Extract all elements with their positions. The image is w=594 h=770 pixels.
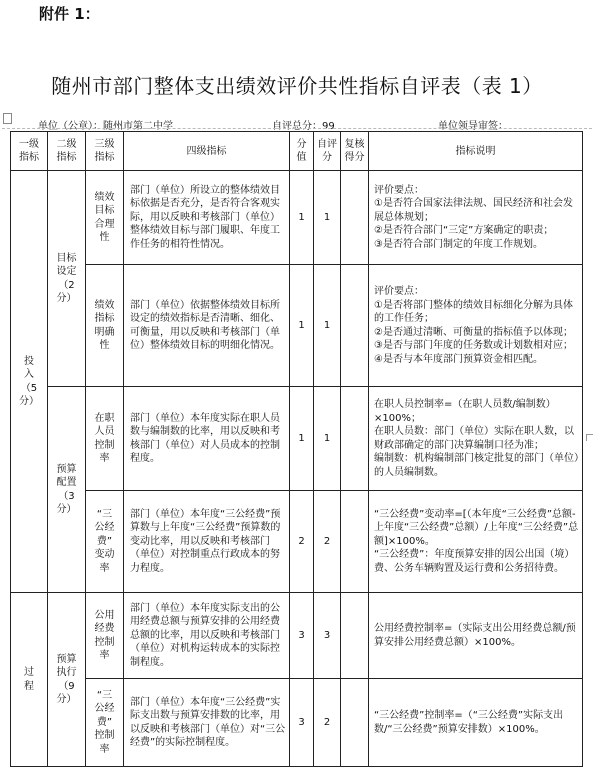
header-level1: 一级 指标 xyxy=(11,132,48,171)
description-cell: 在职人员控制率=（在职人员数/编制数）×100%； 在职人员数：部门（单位）实际在职人数，以财政部确定的部门决算编制口径为准； 编制数：机构编制部门核定批复的部门（单位）的人员编制数。 xyxy=(369,387,583,491)
score-cell: 1 xyxy=(290,387,314,491)
recheck-cell xyxy=(341,387,369,491)
level4-cell: 部门（单位）所设立的整体绩效目标依据是否充分，是否符合客观实际，用以反映和考核部门（单位）整体绩效目标与部门履职、年度工作任务的相符性情况。 xyxy=(124,171,290,265)
header-level2: 二级 指标 xyxy=(48,132,86,171)
self-score-cell: 1 xyxy=(314,265,341,387)
unit-name: 单位（公章）：随州市第二中学 xyxy=(38,121,173,132)
recheck-cell xyxy=(341,265,369,387)
level4-cell: 部门（单位）本年度实际支出的公用经费总额与预算安排的公用经费总额的比率，用以反映和考核部门（单位）对机构运转成本的实际控制程度。 xyxy=(124,593,290,679)
description-cell: 公用经费控制率=（实际支出公用经费总额/预算安排公用经费总额）×100%。 xyxy=(369,593,583,679)
recheck-cell xyxy=(341,491,369,593)
page-title: 随州市部门整体支出绩效评价共性指标自评表（表 1） xyxy=(51,74,543,98)
score-cell: 2 xyxy=(290,491,314,593)
level3-cell: 绩效 指标 明确 性 xyxy=(86,265,124,387)
table-row xyxy=(11,491,583,593)
level4-cell: 部门（单位）本年度实际在职人员数与编制数的比率，用以反映和考核部门（单位）对人员成本的控制程度。 xyxy=(124,387,290,491)
level3-cell: “三 公经 费” 控制 率 xyxy=(86,679,124,767)
level1-input: 投 入 （5 分） xyxy=(11,171,48,593)
description-cell: 评价要点： ①是否符合国家法律法规、国民经济和社会发展总体规划； ②是否符合部门“三定”方案确定的职责； ③是否符合部门制定的年度工作规划。 xyxy=(369,171,583,265)
indicator-table xyxy=(10,131,583,767)
score-cell: 1 xyxy=(290,265,314,387)
header-recheck: 复核 得分 xyxy=(341,132,369,171)
table-row xyxy=(11,593,583,679)
self-total-score: 自评总分：99 xyxy=(272,121,335,132)
level3-cell: “三 公经 费” 变动 率 xyxy=(86,491,124,593)
recheck-cell xyxy=(341,679,369,767)
self-score-cell: 3 xyxy=(314,593,341,679)
self-score-cell: 1 xyxy=(314,387,341,491)
header-score: 分 值 xyxy=(290,132,314,171)
level3-cell: 在职 人员 控制 率 xyxy=(86,387,124,491)
attachment-label: 附件 1： xyxy=(39,5,100,23)
header-level3: 三级 指标 xyxy=(86,132,124,171)
description-cell: “三公经费”控制率=（“三公经费”实际支出数/“三公经费”预算安排数）×100%。 xyxy=(369,679,583,767)
margin-mark-icon xyxy=(586,434,593,441)
header-row xyxy=(11,132,583,171)
description-cell: 评价要点： ①是否将部门整体的绩效目标细化分解为具体的工作任务； ②是否通过清晰、可衡量的指标值予以体现； ③是否与部门年度的任务数或计划数相对应； ④是否与本年度部门预算资金相匹配。 xyxy=(369,265,583,387)
self-score-cell: 1 xyxy=(314,171,341,265)
level3-cell: 绩效 目标 合理 性 xyxy=(86,171,124,265)
self-score-cell: 2 xyxy=(314,679,341,767)
level2-budget: 预算 配置 （3 分） xyxy=(48,387,86,593)
recheck-cell xyxy=(341,171,369,265)
recheck-cell xyxy=(341,593,369,679)
table-row xyxy=(11,171,583,265)
header-description: 指标说明 xyxy=(369,132,583,171)
header-level4: 四级指标 xyxy=(124,132,290,171)
score-cell: 3 xyxy=(290,593,314,679)
table-row xyxy=(11,679,583,767)
level4-cell: 部门（单位）本年度“三公经费”实际支出数与预算安排数的比率，用以反映和考核部门（单位）对“三公经费”的实际控制程度。 xyxy=(124,679,290,767)
self-score-cell: 2 xyxy=(314,491,341,593)
score-cell: 3 xyxy=(290,679,314,767)
score-cell: 1 xyxy=(290,171,314,265)
level1-process: 过 程 xyxy=(11,593,48,767)
level2-execution: 预算 执行 （9 分） xyxy=(48,593,86,767)
level4-cell: 部门（单位）本年度“三公经费”预算数与上年度“三公经费”预算数的变动比率，用以反映和考核部门（单位）对控制重点行政成本的努力程度。 xyxy=(124,491,290,593)
level4-cell: 部门（单位）依据整体绩效目标所设定的绩效指标是否清晰、细化、可衡量，用以反映和考核部门（单位）整体绩效目标的明细化情况。 xyxy=(124,265,290,387)
top-dashed-divider xyxy=(2,128,592,129)
level2-goal: 目标 设定 （2 分） xyxy=(48,171,86,387)
level3-cell: 公用 经费 控制 率 xyxy=(86,593,124,679)
table-anchor-icon[interactable] xyxy=(3,113,12,124)
header-self-score: 自评 分 xyxy=(314,132,341,171)
table-row xyxy=(11,265,583,387)
leader-review: 单位领导审签： xyxy=(438,121,508,132)
description-cell: “三公经费”变动率=[（本年度“三公经费”总额-上年度“三公经费”总额）/上年度“三公经费”总额]×100%。 “三公经费”：年度预算安排的因公出国（境）费、公务车辆购置及运行费和公务招待费。 xyxy=(369,491,583,593)
table-row xyxy=(11,387,583,491)
